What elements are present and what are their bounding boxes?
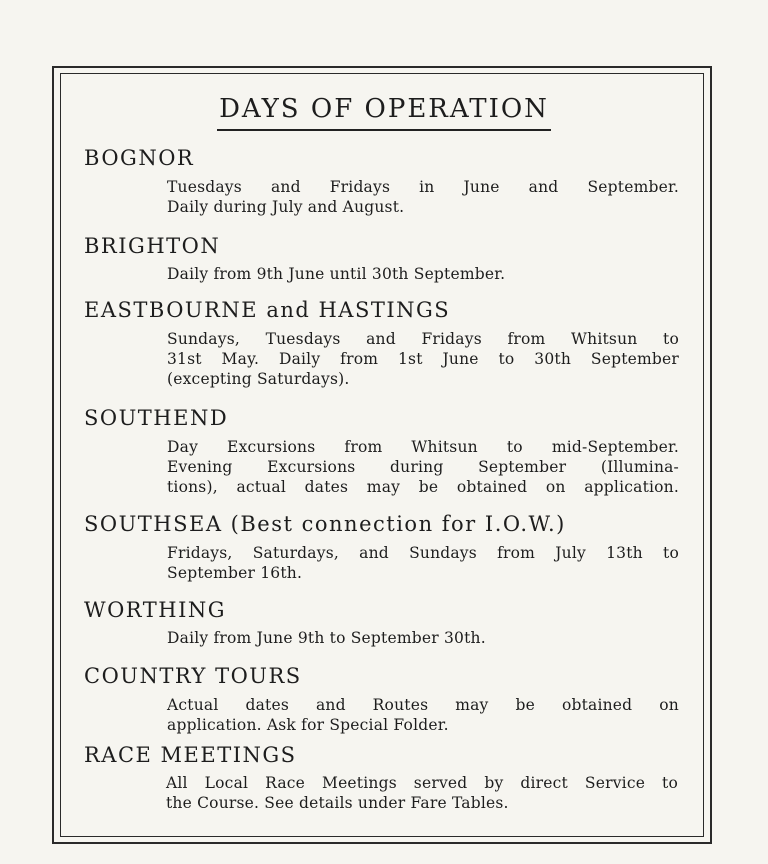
- section-heading: COUNTRY TOURS: [84, 664, 302, 688]
- section-body: [166, 773, 678, 813]
- body-line: Evening Excursions during September (Illumina-: [167, 458, 679, 476]
- body-line: 31st May. Daily from 1st June to 30th September: [167, 350, 679, 368]
- section-southsea: [84, 510, 684, 583]
- section-heading: EASTBOURNE and HASTINGS: [84, 298, 451, 322]
- page-title: DAYS OF OPERATION: [217, 90, 551, 131]
- section-heading: WORTHING: [84, 598, 227, 622]
- body-line: Daily from June 9th to September 30th.: [167, 629, 486, 647]
- section-heading: BRIGHTON: [84, 234, 221, 258]
- section-heading: BOGNOR: [84, 146, 195, 170]
- section-body: [167, 437, 679, 497]
- section-eastbourne-hastings: [84, 296, 684, 389]
- section-body: [167, 695, 679, 735]
- body-line: tions), actual dates may be obtained on application.: [167, 478, 679, 496]
- body-line: the Course. See details under Fare Tables.: [166, 794, 509, 812]
- body-line: All Local Race Meetings served by direct Service to: [166, 774, 678, 792]
- section-bognor: [84, 144, 684, 217]
- section-heading: RACE MEETINGS: [84, 743, 297, 767]
- section-worthing: [84, 596, 684, 648]
- section-southend: [84, 404, 684, 497]
- body-line: Tuesdays and Fridays in June and September.: [167, 178, 679, 196]
- body-line: September 16th.: [167, 564, 303, 582]
- section-brighton: [84, 232, 684, 284]
- section-body: [167, 264, 679, 284]
- section-body: [167, 177, 679, 217]
- section-heading: SOUTHSEA (Best connection for I.O.W.): [84, 512, 566, 536]
- section-race-meetings: [84, 741, 684, 813]
- body-line: (excepting Saturdays).: [167, 370, 350, 388]
- body-line: Daily during July and August.: [167, 198, 405, 216]
- title-container: [0, 90, 768, 131]
- section-body: [167, 628, 679, 648]
- section-body: [167, 543, 679, 583]
- body-line: application. Ask for Special Folder.: [167, 716, 449, 734]
- body-line: Fridays, Saturdays, and Sundays from July 13th to: [167, 544, 679, 562]
- section-heading: SOUTHEND: [84, 406, 229, 430]
- body-line: Daily from 9th June until 30th September.: [167, 265, 506, 283]
- body-line: Actual dates and Routes may be obtained on: [167, 696, 679, 714]
- body-line: Day Excursions from Whitsun to mid-September.: [167, 438, 679, 456]
- section-country-tours: [84, 662, 684, 735]
- body-line: Sundays, Tuesdays and Fridays from Whitsun to: [167, 330, 679, 348]
- section-body: [167, 329, 679, 389]
